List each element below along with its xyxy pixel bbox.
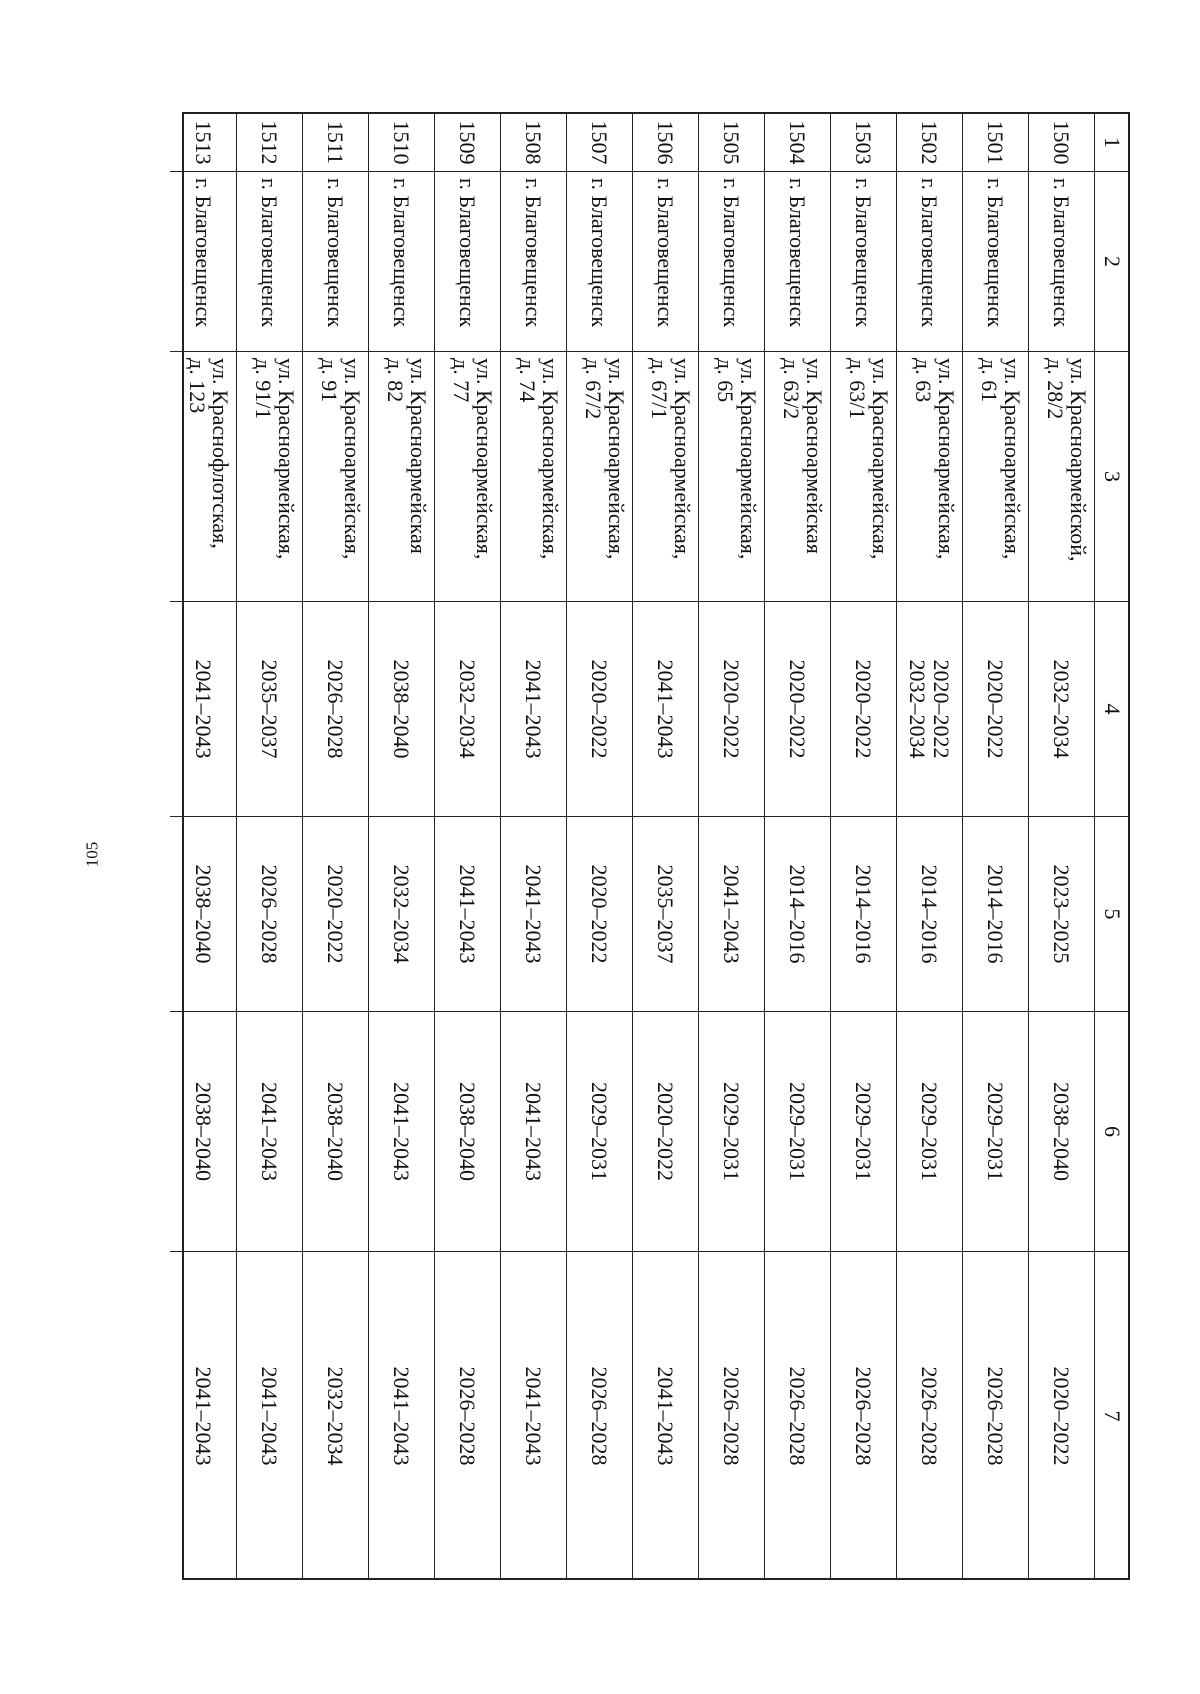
period-col-6: 2038–2040	[303, 1012, 368, 1252]
row-number: 1503	[831, 114, 896, 172]
period-col-6: 2041–2043	[237, 1012, 302, 1252]
period-col-4-line-2: 2032–2034	[905, 659, 931, 759]
address	[765, 352, 830, 602]
period-col-6: 2020–2022	[633, 1012, 698, 1252]
row-number: 1513	[170, 114, 236, 172]
address-house: д. 82	[382, 358, 408, 403]
address-house: д. 65	[712, 358, 738, 403]
table-row	[170, 114, 236, 1580]
city: г. Благовещенск	[369, 172, 434, 352]
period-col-5: 2041–2043	[435, 817, 500, 1012]
address-house: д. 123	[184, 358, 210, 414]
city: г. Благовещенск	[831, 172, 896, 352]
period-col-5: 2014–2016	[963, 817, 1028, 1012]
address-street: ул. Красноармейская,	[868, 358, 893, 560]
period-col-5: 2020–2022	[303, 817, 368, 1012]
period-col-7: 2026–2028	[785, 1366, 811, 1466]
table-row	[434, 114, 500, 1580]
table-header-row	[1094, 114, 1130, 1580]
address-house: д. 74	[514, 358, 540, 403]
address-house: д. 63/2	[778, 358, 804, 420]
row-number: 1508	[501, 114, 566, 172]
period-col-4: 2041–2043	[633, 602, 698, 817]
period-col-4: 2026–2028	[303, 602, 368, 817]
period-col-5: 2014–2016	[831, 817, 896, 1012]
period-col-7: 2020–2022	[1049, 1366, 1075, 1466]
period-col-6: 2038–2040	[170, 1012, 236, 1252]
address-house: д. 61	[976, 358, 1002, 403]
period-col-7: 2032–2034	[323, 1366, 349, 1466]
period-col-6: 2041–2043	[369, 1012, 434, 1252]
period-col-4: 2020–2022	[699, 602, 764, 817]
header-col-4: 4	[1095, 602, 1130, 817]
row-number: 1505	[699, 114, 764, 172]
period-col-7: 2041–2043	[190, 1366, 216, 1466]
row-number: 1510	[369, 114, 434, 172]
period-col-5: 2014–2016	[765, 817, 830, 1012]
address	[897, 352, 962, 602]
table-row	[698, 114, 764, 1580]
address	[831, 352, 896, 602]
table-row	[764, 114, 830, 1580]
city: г. Благовещенск	[699, 172, 764, 352]
row-number: 1509	[435, 114, 500, 172]
address	[633, 352, 698, 602]
period-col-5: 2014–2016	[897, 817, 962, 1012]
row-number: 1512	[237, 114, 302, 172]
address-house: д. 77	[448, 358, 474, 403]
period-col-7: 2026–2028	[917, 1366, 943, 1466]
city: г. Благовещенск	[765, 172, 830, 352]
schedule-table-frame	[182, 112, 1130, 1580]
period-col-6: 2029–2031	[567, 1012, 632, 1252]
period-col-5: 2038–2040	[170, 817, 236, 1012]
period-col-4: 2020–2022	[963, 602, 1028, 817]
row-number: 1506	[633, 114, 698, 172]
address-street: ул. Красноармейская,	[340, 358, 365, 560]
city: г. Благовещенск	[963, 172, 1028, 352]
table-row	[896, 114, 962, 1580]
address	[435, 352, 500, 602]
address	[1029, 352, 1094, 602]
city: г. Благовещенск	[897, 172, 962, 352]
period-col-6: 2029–2031	[699, 1012, 764, 1252]
address	[501, 352, 566, 602]
table-row	[830, 114, 896, 1580]
address-street: ул. Красноармейская,	[1000, 358, 1025, 560]
period-col-5: 2032–2034	[369, 817, 434, 1012]
row-number: 1504	[765, 114, 830, 172]
period-col-6: 2029–2031	[831, 1012, 896, 1252]
city: г. Благовещенск	[303, 172, 368, 352]
period-col-5: 2041–2043	[501, 817, 566, 1012]
address-street: ул. Красноармейская,	[604, 358, 629, 560]
period-col-4: 2041–2043	[501, 602, 566, 817]
city: г. Благовещенск	[501, 172, 566, 352]
period-col-4: 2035–2037	[237, 602, 302, 817]
table-row	[236, 114, 302, 1580]
period-col-4: 2020–2022	[765, 602, 830, 817]
address-street: ул. Красноармейская,	[736, 358, 761, 560]
period-col-7: 2041–2043	[521, 1366, 547, 1466]
period-col-4: 2032–2034	[1029, 602, 1094, 817]
row-number: 1502	[897, 114, 962, 172]
period-col-7: 2026–2028	[851, 1366, 877, 1466]
period-col-5: 2020–2022	[567, 817, 632, 1012]
address	[963, 352, 1028, 602]
address	[369, 352, 434, 602]
period-col-4: 2032–2034	[435, 602, 500, 817]
period-col-7: 2026–2028	[983, 1366, 1009, 1466]
address-house: д. 63	[910, 358, 936, 403]
table-row	[1028, 114, 1094, 1580]
address-house: д. 91	[316, 358, 342, 403]
period-col-4	[897, 602, 962, 817]
period-col-7: 2026–2028	[719, 1366, 745, 1466]
address	[170, 352, 236, 602]
city: г. Благовещенск	[170, 172, 236, 352]
row-number: 1501	[963, 114, 1028, 172]
header-col-5: 5	[1095, 817, 1130, 1012]
city: г. Благовещенск	[567, 172, 632, 352]
address-house: д. 63/1	[844, 358, 870, 420]
table-row	[962, 114, 1028, 1580]
address	[237, 352, 302, 602]
address-house: д. 67/2	[580, 358, 606, 420]
period-col-6: 2029–2031	[963, 1012, 1028, 1252]
header-col-1: 1	[1095, 114, 1130, 172]
table-row	[368, 114, 434, 1580]
period-col-6: 2029–2031	[897, 1012, 962, 1252]
period-col-5: 2035–2037	[633, 817, 698, 1012]
period-col-7: 2026–2028	[587, 1366, 613, 1466]
period-col-7: 2041–2043	[389, 1366, 415, 1466]
address-street: ул. Красноармейская,	[538, 358, 563, 560]
period-col-5: 2041–2043	[699, 817, 764, 1012]
row-number: 1500	[1029, 114, 1094, 172]
period-col-6: 2029–2031	[765, 1012, 830, 1252]
address-house: д. 91/1	[250, 358, 276, 420]
schedule-table	[184, 114, 1130, 1580]
period-col-6: 2038–2040	[435, 1012, 500, 1252]
period-col-5: 2026–2028	[237, 817, 302, 1012]
address-street: ул. Красноармейская,	[670, 358, 695, 560]
page-number: 105	[82, 841, 102, 868]
city: г. Благовещенск	[1029, 172, 1094, 352]
city: г. Благовещенск	[633, 172, 698, 352]
header-col-2: 2	[1095, 172, 1130, 352]
address-street: ул. Красноармейская	[406, 358, 431, 554]
period-col-6: 2041–2043	[501, 1012, 566, 1252]
period-col-7: 2026–2028	[455, 1366, 481, 1466]
address-street: ул. Краснофлотская,	[208, 358, 233, 549]
row-number: 1507	[567, 114, 632, 172]
header-col-3: 3	[1095, 352, 1130, 602]
address-house: д. 67/1	[646, 358, 672, 420]
row-number: 1511	[303, 114, 368, 172]
address-street: ул. Красноармейская,	[472, 358, 497, 560]
table-row	[500, 114, 566, 1580]
address-house: д. 28/2	[1042, 358, 1068, 420]
address-street: ул. Красноармейская	[802, 358, 827, 554]
address-street: ул. Красноармейской,	[1066, 358, 1091, 562]
period-col-5: 2023–2025	[1029, 817, 1094, 1012]
address-street: ул. Красноармейская,	[934, 358, 959, 560]
table-row	[632, 114, 698, 1580]
header-col-7: 7	[1100, 1410, 1126, 1422]
address	[699, 352, 764, 602]
header-col-6: 6	[1095, 1012, 1130, 1252]
period-col-4: 2020–2022	[567, 602, 632, 817]
city: г. Благовещенск	[237, 172, 302, 352]
period-col-4: 2041–2043	[170, 602, 236, 817]
period-col-4: 2038–2040	[369, 602, 434, 817]
period-col-7: 2041–2043	[653, 1366, 679, 1466]
table-row	[302, 114, 368, 1580]
address	[567, 352, 632, 602]
city: г. Благовещенск	[435, 172, 500, 352]
period-col-4-line-1: 2020–2022	[928, 659, 954, 759]
period-col-6: 2038–2040	[1029, 1012, 1094, 1252]
period-col-4: 2020–2022	[831, 602, 896, 817]
address	[303, 352, 368, 602]
table-row	[566, 114, 632, 1580]
address-street: ул. Красноармейская,	[274, 358, 299, 560]
period-col-7: 2041–2043	[257, 1366, 283, 1466]
